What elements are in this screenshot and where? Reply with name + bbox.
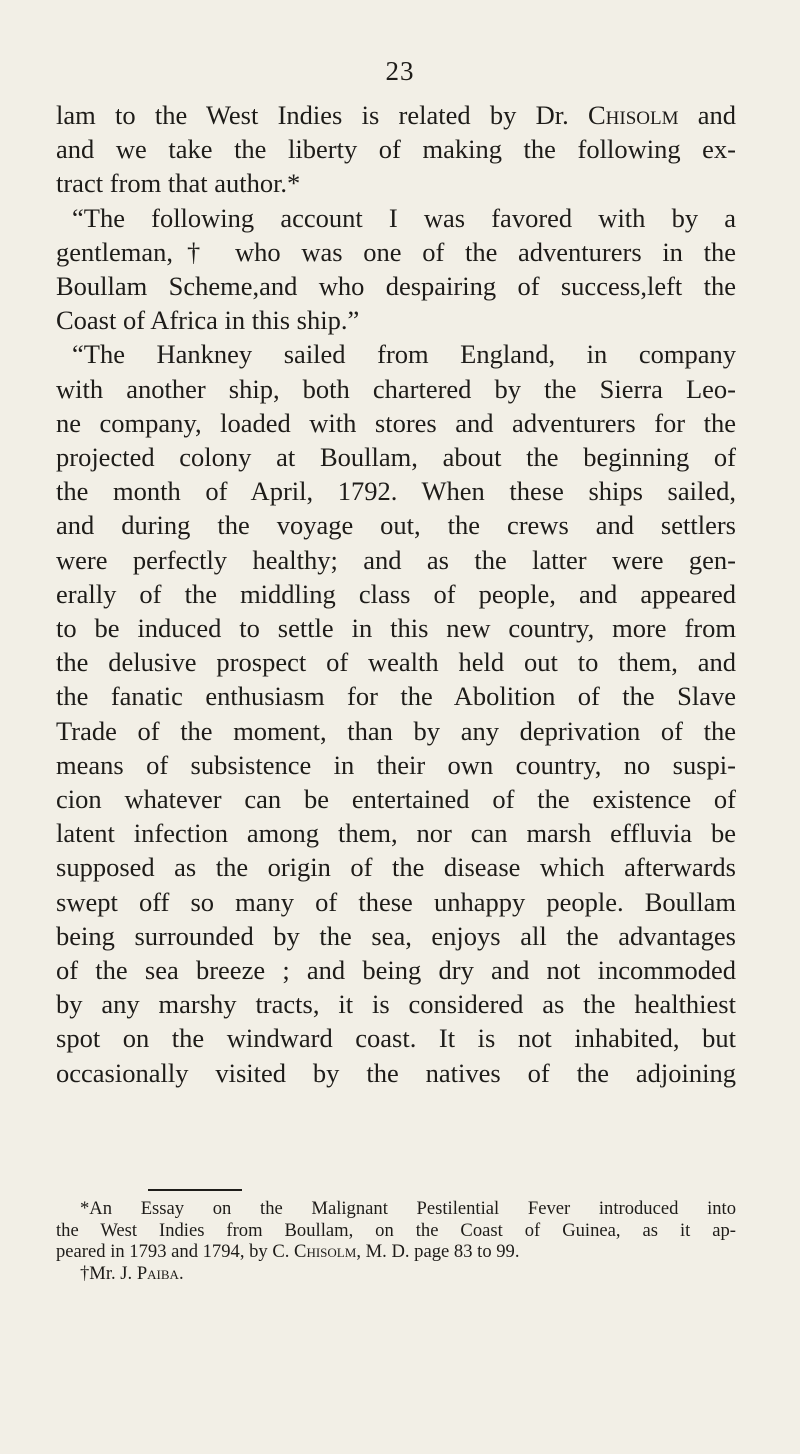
text-line: with another ship, both chartered by the Sierra Leo- xyxy=(56,373,736,404)
text-line: occasionally visited by the natives of the adjoining xyxy=(56,1057,736,1088)
footnote-line: *An Essay on the Malignant Pestilential Fever introduced into xyxy=(80,1198,736,1219)
text-line: erally of the middling class of people, and appeared xyxy=(56,578,736,609)
text-line: ne company, loaded with stores and adventurers for the xyxy=(56,407,736,438)
text-line: the delusive prospect of wealth held out to them, and xyxy=(56,647,736,678)
text-line: tract from that author.* xyxy=(56,168,301,199)
text-line: Coast of Africa in this ship.” xyxy=(56,305,360,336)
body-text xyxy=(56,98,736,1090)
page-number: 23 xyxy=(385,56,415,86)
footnote-divider xyxy=(148,1189,242,1191)
text-line: “The Hankney sailed from England, in company xyxy=(72,339,736,370)
text-line: and we take the liberty of making the following ex- xyxy=(56,134,736,165)
text-line: the month of April, 1792. When these ships sailed, xyxy=(56,476,736,507)
text-line: lam to the West Indies is related by Dr. Chisolm and xyxy=(56,100,736,130)
text-line: by any marshy tracts, it is considered as the healthiest xyxy=(56,989,736,1020)
text-line: and during the voyage out, the crews and settlers xyxy=(56,510,736,541)
text-line: of the sea breeze ; and being dry and not incommoded xyxy=(56,955,736,986)
text-line: Trade of the moment, than by any deprivation of the xyxy=(56,715,736,746)
footnote-line: †Mr. J. Paiba. xyxy=(80,1262,184,1284)
footnote-line: peared in 1793 and 1794, by C. Chisolm, M. D. page 83 to 99. xyxy=(56,1241,520,1262)
text-line: to be induced to settle in this new country, more from xyxy=(56,613,736,644)
text-line: were perfectly healthy; and as the latter were gen- xyxy=(56,544,736,575)
footnotes xyxy=(56,1198,736,1284)
text-line: spot on the windward coast. It is not inhabited, but xyxy=(56,1023,736,1054)
text-line: gentleman,† who was one of the adventurers in the xyxy=(56,236,736,267)
text-line: Boullam Scheme,and who despairing of success,left the xyxy=(56,271,736,302)
text-line: latent infection among them, nor can marsh effluvia be xyxy=(56,818,736,849)
text-line: means of subsistence in their own country, no suspi- xyxy=(56,749,736,780)
text-line: supposed as the origin of the disease which afterwards xyxy=(56,852,736,883)
text-line: projected colony at Boullam, about the beginning of xyxy=(56,442,736,473)
text-line: the fanatic enthusiasm for the Abolition of the Slave xyxy=(56,681,736,712)
text-line: “The following account I was favored with by a xyxy=(72,202,736,233)
footnote-line: the West Indies from Boullam, on the Coast of Guinea, as it ap- xyxy=(56,1219,736,1241)
text-line: swept off so many of these unhappy people. Boullam xyxy=(56,886,736,917)
text-line: being surrounded by the sea, enjoys all the advantages xyxy=(56,920,736,951)
text-line: cion whatever can be entertained of the existence of xyxy=(56,784,736,815)
